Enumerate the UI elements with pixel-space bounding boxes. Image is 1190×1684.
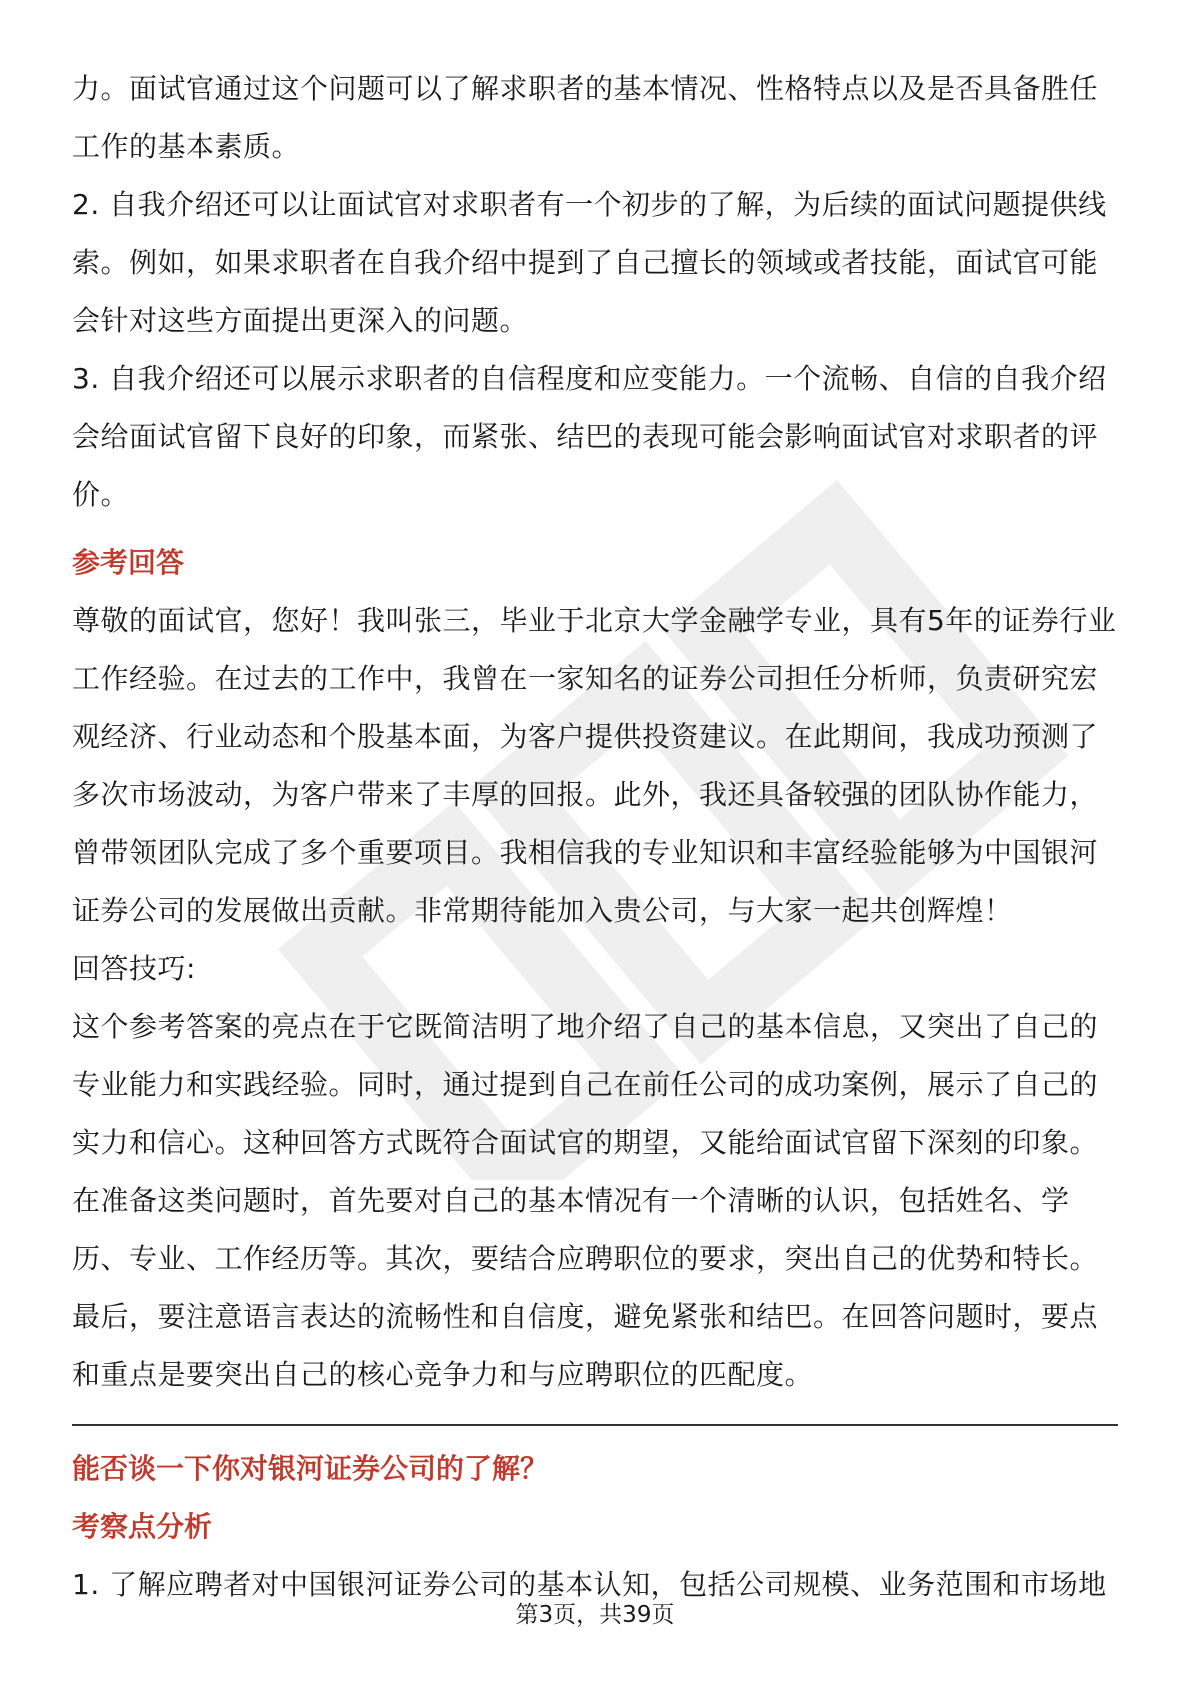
- question-title: 能否谈一下你对银河证券公司的了解？: [72, 1452, 549, 1485]
- page-number-footer: 第3页，共39页: [515, 1602, 675, 1628]
- answer-tips-label: 回答技巧:: [72, 952, 196, 985]
- reference-answer-text: 尊敬的面试官，您好！我叫张三，毕业于北京大学金融学专业，具有5年的证券行业工作经验。在过去的工作中，我曾在一家知名的证券公司担任分析师，负责研究宏观经济、行业动态和个股基本面，为客户提供投资建议。在此期间，我成功预测了多次市场波动，为客户带来了丰厚的回报。此外，我还具备较强的团队协作能力，曾带领团队完成了多个重要项目。我相信我的专业知识和丰富经验能够为中国银河证券公司的发展做出贡献。非常期待能加入贵公司，与大家一起共创辉煌！: [72, 604, 1117, 927]
- paragraph-point-2: 2. 自我介绍还可以让面试官对求职者有一个初步的了解，为后续的面试问题提供线索。例如，如果求职者在自我介绍中提到了自己擅长的领域或者技能，面试官可能会针对这些方面提出更深入的问题。: [72, 188, 1107, 337]
- reference-answer-heading: 参考回答: [72, 546, 185, 579]
- analysis-point-1: 1. 了解应聘者对中国银河证券公司的基本认知，包括公司规模、业务范围和市场地: [72, 1568, 1107, 1601]
- paragraph-continuation: 力。面试官通过这个问题可以了解求职者的基本情况、性格特点以及是否具备胜任工作的基本素质。: [72, 72, 1099, 163]
- document-page: [72, 60, 1118, 1614]
- paragraph-point-3: 3. 自我介绍还可以展示求职者的自信程度和应变能力。一个流畅、自信的自我介绍会给面试官留下良好的印象，而紧张、结巴的表现可能会影响面试官对求职者的评价。: [72, 362, 1107, 511]
- answer-tips-paragraph-1: 这个参考答案的亮点在于它既简洁明了地介绍了自己的基本信息，又突出了自己的专业能力和实践经验。同时，通过提到自己在前任公司的成功案例，展示了自己的实力和信心。这种回答方式既符合面试官的期望，又能给面试官留下深刻的印象。: [72, 1010, 1099, 1159]
- section-divider: [72, 1424, 1118, 1426]
- answer-tips-paragraph-2: 在准备这类问题时，首先要对自己的基本情况有一个清晰的认识，包括姓名、学历、专业、工作经历等。其次，要结合应聘职位的要求，突出自己的优势和特长。最后，要注意语言表达的流畅性和自信度，避免紧张和结巴。在回答问题时，要点和重点是要突出自己的核心竞争力和与应聘职位的匹配度。: [72, 1184, 1099, 1391]
- analysis-heading: 考察点分析: [72, 1510, 213, 1543]
